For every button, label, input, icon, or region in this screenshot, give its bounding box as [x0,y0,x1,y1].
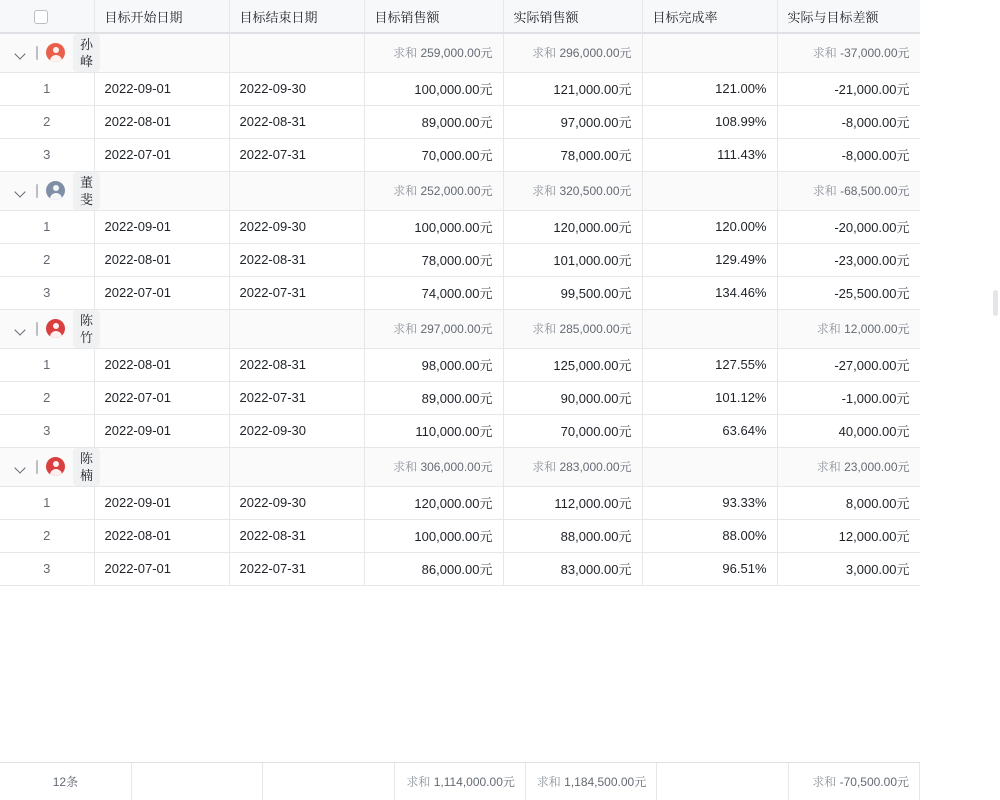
cell-completion-rate[interactable]: 96.51% [642,552,777,585]
summary-footer [0,762,920,800]
group-label-cell[interactable] [0,447,94,486]
group-actual-sum-value: 296,000.00元 [559,46,632,60]
sum-label: 求和 [532,460,557,474]
cell-target-sales[interactable]: 86,000.00元 [364,552,503,585]
group-actual-sum-value: 283,000.00元 [559,460,632,474]
cell-end-date[interactable]: 2022-07-31 [229,381,364,414]
group-start-cell [94,447,229,486]
group-diff-sum-value: 12,000.00元 [844,322,910,336]
cell-actual-sales[interactable]: 97,000.00元 [503,105,642,138]
cell-target-sales[interactable]: 110,000.00元 [364,414,503,447]
cell-difference[interactable]: 3,000.00元 [777,552,920,585]
cell-target-sales[interactable]: 100,000.00元 [364,210,503,243]
cell-start-date[interactable]: 2022-07-01 [94,552,229,585]
cell-actual-sales[interactable]: 99,500.00元 [503,276,642,309]
cell-completion-rate[interactable]: 111.43% [642,138,777,171]
row-index: 1 [0,348,94,381]
cell-difference[interactable]: -23,000.00元 [777,243,920,276]
table-row[interactable] [0,486,920,519]
table-row[interactable] [0,72,920,105]
cell-actual-sales[interactable]: 112,000.00元 [503,486,642,519]
group-target-sum-value: 297,000.00元 [420,322,493,336]
cell-start-date[interactable]: 2022-07-01 [94,381,229,414]
group-diff-sum[interactable] [777,171,920,210]
group-diff-sum[interactable] [777,309,920,348]
cell-completion-rate[interactable]: 63.64% [642,414,777,447]
cell-end-date[interactable]: 2022-07-31 [229,276,364,309]
row-checkbox[interactable] [36,184,38,198]
header-divider [0,32,920,33]
group-target-sum[interactable] [364,171,503,210]
select-all-checkbox-wrap[interactable] [10,8,48,23]
group-left [10,172,94,210]
footer-actual-sum[interactable] [525,763,656,800]
group-target-sum-value: 252,000.00元 [420,184,493,198]
group-name: 陈楠 [73,448,100,486]
table-body [0,33,920,585]
chevron-down-icon[interactable] [14,460,28,474]
group-target-sum[interactable] [364,33,503,72]
cell-target-sales[interactable]: 89,000.00元 [364,105,503,138]
group-end-cell [229,447,364,486]
cell-actual-sales[interactable]: 90,000.00元 [503,381,642,414]
cell-difference[interactable]: -25,500.00元 [777,276,920,309]
chevron-down-icon[interactable] [14,322,28,336]
row-index: 1 [0,486,94,519]
row-checkbox[interactable] [36,322,38,336]
group-diff-sum[interactable] [777,33,920,72]
cell-start-date[interactable]: 2022-09-01 [94,210,229,243]
column-header-start-date[interactable]: 目标开始日期 [94,0,229,33]
chevron-down-icon[interactable] [14,184,28,198]
group-left [10,448,94,486]
row-index: 3 [0,276,94,309]
group-row[interactable] [0,447,920,486]
record-count: 12条 [0,763,131,800]
table-row[interactable] [0,276,920,309]
cell-target-sales[interactable]: 100,000.00元 [364,72,503,105]
sum-label: 求和 [812,184,837,198]
group-start-cell [94,33,229,72]
sum-label: 求和 [536,775,561,789]
column-header-completion-rate[interactable]: 目标完成率 [642,0,777,33]
cell-start-date[interactable]: 2022-07-01 [94,276,229,309]
group-diff-sum-value: -37,000.00元 [840,46,910,60]
cell-end-date[interactable]: 2022-09-30 [229,486,364,519]
table-row[interactable] [0,210,920,243]
group-diff-sum[interactable] [777,447,920,486]
row-checkbox[interactable] [36,460,38,474]
group-actual-sum-value: 320,500.00元 [559,184,632,198]
avatar [46,457,65,476]
row-index: 2 [0,381,94,414]
cell-end-date[interactable]: 2022-09-30 [229,210,364,243]
group-start-cell [94,309,229,348]
table-row[interactable] [0,243,920,276]
cell-completion-rate[interactable]: 129.49% [642,243,777,276]
sum-label: 求和 [816,322,841,336]
sum-label: 求和 [812,775,837,789]
cell-target-sales[interactable]: 78,000.00元 [364,243,503,276]
cell-completion-rate[interactable]: 101.12% [642,381,777,414]
sum-label: 求和 [812,46,837,60]
cell-difference[interactable]: -1,000.00元 [777,381,920,414]
footer-start-cell [131,763,262,800]
sum-label: 求和 [393,460,418,474]
group-diff-sum-value: -68,500.00元 [840,184,910,198]
cell-completion-rate[interactable]: 93.33% [642,486,777,519]
footer-row [0,763,920,800]
footer-diff-sum-value: -70,500.00元 [839,775,909,789]
group-label-cell[interactable] [0,171,94,210]
avatar [46,43,65,62]
row-index: 1 [0,72,94,105]
cell-completion-rate[interactable]: 88.00% [642,519,777,552]
group-name: 孙峰 [73,34,100,72]
group-target-sum-value: 259,000.00元 [420,46,493,60]
footer-actual-sum-value: 1,184,500.00元 [564,775,647,789]
cell-target-sales[interactable]: 120,000.00元 [364,486,503,519]
vertical-scrollbar[interactable] [993,290,998,316]
row-checkbox[interactable] [36,46,38,60]
cell-end-date[interactable]: 2022-08-31 [229,519,364,552]
group-actual-sum[interactable] [503,309,642,348]
cell-end-date[interactable]: 2022-09-30 [229,72,364,105]
sum-label: 求和 [393,322,418,336]
cell-target-sales[interactable]: 74,000.00元 [364,276,503,309]
table-row[interactable] [0,552,920,585]
group-target-sum[interactable] [364,309,503,348]
sum-label: 求和 [532,184,557,198]
avatar [46,181,65,200]
sum-label: 求和 [532,46,557,60]
cell-start-date[interactable]: 2022-08-01 [94,348,229,381]
cell-target-sales[interactable]: 100,000.00元 [364,519,503,552]
cell-difference[interactable]: 40,000.00元 [777,414,920,447]
cell-end-date[interactable]: 2022-09-30 [229,414,364,447]
row-index: 2 [0,105,94,138]
group-left [10,310,94,348]
cell-difference[interactable]: -8,000.00元 [777,105,920,138]
chevron-down-icon[interactable] [14,46,28,60]
group-row[interactable] [0,33,920,72]
cell-completion-rate[interactable]: 108.99% [642,105,777,138]
cell-start-date[interactable]: 2022-08-01 [94,243,229,276]
cell-end-date[interactable]: 2022-08-31 [229,105,364,138]
cell-end-date[interactable]: 2022-08-31 [229,243,364,276]
select-all-checkbox[interactable] [34,10,48,24]
cell-actual-sales[interactable]: 78,000.00元 [503,138,642,171]
cell-completion-rate[interactable]: 127.55% [642,348,777,381]
header-row [0,0,920,33]
group-end-cell [229,33,364,72]
group-target-sum[interactable] [364,447,503,486]
table-row[interactable] [0,381,920,414]
cell-difference[interactable]: 12,000.00元 [777,519,920,552]
row-index: 3 [0,414,94,447]
column-header-actual-sales[interactable]: 实际销售额 [503,0,642,33]
right-gutter [920,0,1000,800]
cell-actual-sales[interactable]: 70,000.00元 [503,414,642,447]
group-row[interactable] [0,309,920,348]
column-header-difference[interactable]: 实际与目标差额 [777,0,920,33]
group-rate-sum[interactable] [642,171,777,210]
row-index: 3 [0,552,94,585]
group-left [10,34,94,72]
cell-start-date[interactable]: 2022-09-01 [94,72,229,105]
sum-label: 求和 [816,460,841,474]
group-start-cell [94,171,229,210]
footer-target-sum-value: 1,114,000.00元 [433,775,515,789]
empty-rows-area [0,617,921,762]
table-row[interactable] [0,348,920,381]
column-header-end-date[interactable]: 目标结束日期 [229,0,364,33]
cell-actual-sales[interactable]: 101,000.00元 [503,243,642,276]
row-index: 3 [0,138,94,171]
row-index: 1 [0,210,94,243]
sum-label: 求和 [393,46,418,60]
sum-label: 求和 [393,184,418,198]
table-header [0,0,920,33]
table-row[interactable] [0,138,920,171]
table-row[interactable] [0,414,920,447]
cell-start-date[interactable]: 2022-07-01 [94,138,229,171]
cell-difference[interactable]: 8,000.00元 [777,486,920,519]
row-index: 2 [0,243,94,276]
group-actual-sum[interactable] [503,171,642,210]
cell-start-date[interactable]: 2022-08-01 [94,105,229,138]
group-name: 陈竹 [73,310,100,348]
row-index: 2 [0,519,94,552]
footer-rate-cell[interactable] [657,763,788,800]
cell-end-date[interactable]: 2022-07-31 [229,138,364,171]
group-row[interactable] [0,171,920,210]
table-row[interactable] [0,105,920,138]
group-end-cell [229,309,364,348]
cell-actual-sales[interactable]: 83,000.00元 [503,552,642,585]
cell-actual-sales[interactable]: 121,000.00元 [503,72,642,105]
cell-target-sales[interactable]: 70,000.00元 [364,138,503,171]
sum-label: 求和 [406,775,431,789]
group-name: 董斐 [73,172,100,210]
cell-end-date[interactable]: 2022-08-31 [229,348,364,381]
group-actual-sum[interactable] [503,33,642,72]
cell-difference[interactable]: -8,000.00元 [777,138,920,171]
group-actual-sum[interactable] [503,447,642,486]
group-actual-sum-value: 285,000.00元 [559,322,632,336]
cell-actual-sales[interactable]: 120,000.00元 [503,210,642,243]
column-header-target-sales[interactable]: 目标销售额 [364,0,503,33]
group-end-cell [229,171,364,210]
group-diff-sum-value: 23,000.00元 [844,460,910,474]
group-rate-sum[interactable] [642,33,777,72]
select-all-header[interactable] [0,0,94,33]
cell-target-sales[interactable]: 89,000.00元 [364,381,503,414]
cell-start-date[interactable]: 2022-08-01 [94,519,229,552]
cell-completion-rate[interactable]: 134.46% [642,276,777,309]
cell-difference[interactable]: -21,000.00元 [777,72,920,105]
cell-start-date[interactable]: 2022-09-01 [94,414,229,447]
footer-target-sum[interactable] [394,763,525,800]
cell-difference[interactable]: -20,000.00元 [777,210,920,243]
cell-actual-sales[interactable]: 125,000.00元 [503,348,642,381]
sum-label: 求和 [532,322,557,336]
group-target-sum-value: 306,000.00元 [420,460,493,474]
cell-completion-rate[interactable]: 121.00% [642,72,777,105]
group-rate-sum[interactable] [642,309,777,348]
avatar [46,319,65,338]
group-label-cell[interactable] [0,33,94,72]
cell-target-sales[interactable]: 98,000.00元 [364,348,503,381]
group-rate-sum[interactable] [642,447,777,486]
cell-completion-rate[interactable]: 120.00% [642,210,777,243]
cell-end-date[interactable]: 2022-07-31 [229,552,364,585]
table-row[interactable] [0,519,920,552]
cell-difference[interactable]: -27,000.00元 [777,348,920,381]
cell-start-date[interactable]: 2022-09-01 [94,486,229,519]
cell-actual-sales[interactable]: 88,000.00元 [503,519,642,552]
footer-end-cell [263,763,394,800]
group-label-cell[interactable] [0,309,94,348]
footer-diff-sum[interactable] [788,763,919,800]
